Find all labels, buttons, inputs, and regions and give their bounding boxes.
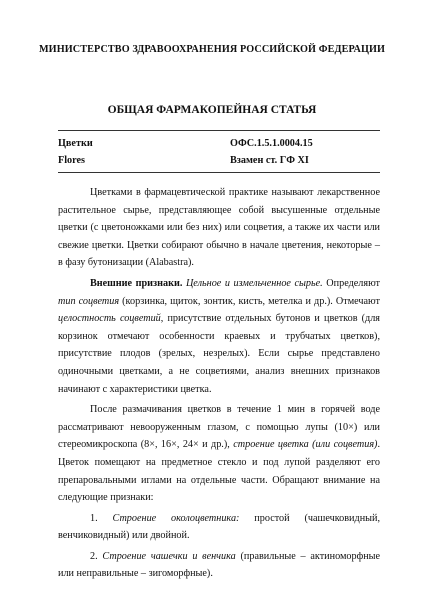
- paragraph-external-features: [58, 275, 380, 398]
- document-title: ОБЩАЯ ФАРМАКОПЕЙНАЯ СТАТЬЯ: [107, 104, 317, 116]
- ministry-header: МИНИСТЕРСТВО ЗДРАВООХРАНЕНИЯ РОССИЙСКОЙ ФЕДЕРАЦИИ: [38, 44, 386, 55]
- text-span: (правильные – актиноморфные или неправильные – зигоморфные).: [58, 550, 381, 580]
- list-item-calyx-corolla: [58, 548, 380, 583]
- text-span: , присутствие отдельных бутонов и цветков (для корзинок отмечают особенности краевых и трубчатых цветков), присутствие плодов (зрелых, незрелых). Если сырье представлено одиночными цветками, а не соцветиями, анализ внешних признаков начинают с характеристики цветка.: [58, 313, 380, 395]
- italic-phrase: целостность соцветий: [58, 313, 161, 325]
- text-span: После размачивания цветков в течение 1 мин в горячей воде рассматривают невооруженным глазом, с помощью лупы (10×) или стереомикроскопа (8×, 16×, 24× и др.),: [58, 404, 380, 451]
- italic-phrase: Цельное и измельченное сырье.: [185, 277, 323, 289]
- list-item-perianth: [58, 510, 380, 545]
- divider-bottom: [58, 172, 380, 173]
- italic-phrase: Строение чашечки и венчика: [102, 550, 236, 562]
- italic-phrase: строение цветка (или соцветия): [233, 439, 378, 451]
- text-span: Определяют: [322, 277, 380, 289]
- italic-phrase: Строение околоцветника:: [112, 512, 240, 524]
- text-span: простой (чашечковидный, венчиковидный) или двойной.: [58, 512, 380, 542]
- replaces-note: Взамен ст. ГФ XI: [230, 155, 309, 166]
- item-number: 1.: [90, 512, 113, 524]
- article-code: ОФС.1.5.1.0004.15: [230, 138, 313, 149]
- paragraph-definition: Цветками в фармацевтической практике называют лекарственное растительное сырье, представляющее собой высушенные отдельные цветки (с цветоножками или без них) или соцветия, а также их части или свежие цветки. Цветки собирают обычно в начале цветения, некоторые – в фазу бутонизации (Alabastra).: [58, 187, 380, 269]
- italic-phrase: тип соцветия: [58, 295, 120, 307]
- divider-top: [58, 130, 380, 131]
- paragraph-soaking: [58, 401, 380, 507]
- text-span: (корзинка, щиток, зонтик, кисть, метелка и др.). Отмечают: [119, 295, 380, 307]
- section-heading: Внешние признаки.: [90, 277, 183, 289]
- article-name-lat: Flores: [58, 155, 85, 166]
- article-name-ru: Цветки: [58, 138, 93, 149]
- article-body: [58, 184, 380, 586]
- text-span: . Цветок помещают на предметное стекло и под лупой разделяют его препаровальными иглами на отдельные части. Обращают внимание на следующие признаки:: [58, 439, 380, 504]
- item-number: 2.: [90, 550, 103, 562]
